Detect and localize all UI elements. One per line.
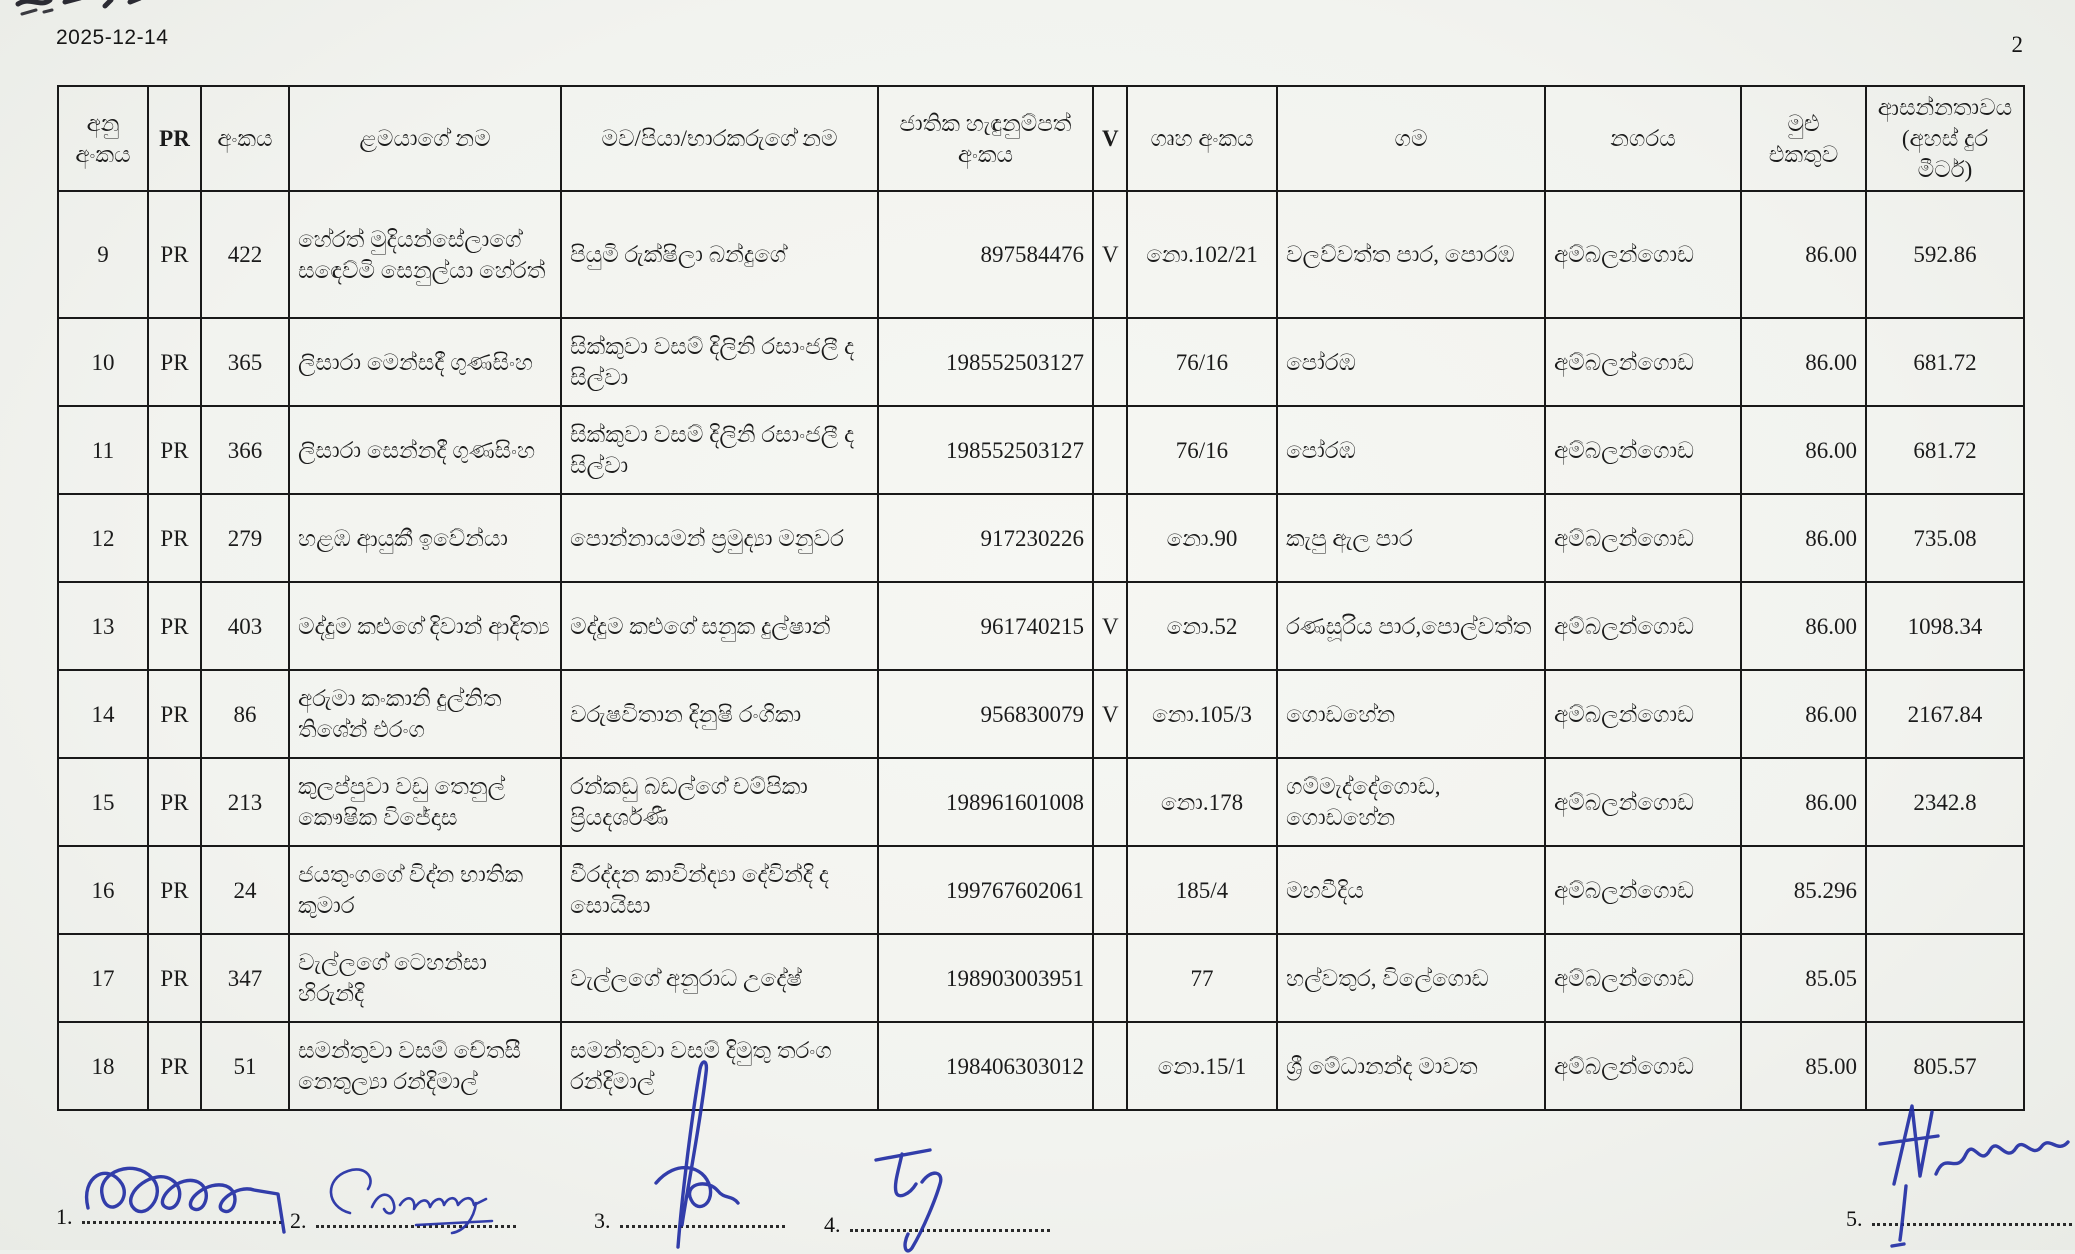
children-register-table xyxy=(57,85,2025,1111)
cell-v xyxy=(1093,758,1127,846)
cell-pr: PR xyxy=(148,846,201,934)
cell-house: නො.15/1 xyxy=(1127,1022,1277,1110)
cell-number: 403 xyxy=(201,582,289,670)
cell-serial: 9 xyxy=(58,191,148,318)
scan-artifact-mark xyxy=(10,0,160,28)
cell-total: 86.00 xyxy=(1741,191,1866,318)
cell-number: 365 xyxy=(201,318,289,406)
cell-village: කැපු ඇල පාර xyxy=(1277,494,1545,582)
cell-guardian: වැල්ලගේ අනුරාධ උදේෂ් xyxy=(561,934,878,1022)
col-header-town: නගරය xyxy=(1545,86,1741,191)
cell-pr: PR xyxy=(148,934,201,1022)
cell-child: හළඹ ආයුකී ඉවේන්යා xyxy=(289,494,561,582)
cell-total: 86.00 xyxy=(1741,494,1866,582)
cell-distance: 1098.34 xyxy=(1866,582,2024,670)
signature-label-4: 4. xyxy=(824,1212,841,1237)
cell-number: 366 xyxy=(201,406,289,494)
cell-guardian: සමන්තුවා වසම් දිමුතු තරංග රන්දිමාල් xyxy=(561,1022,878,1110)
cell-town: අම්බලන්ගොඩ xyxy=(1545,318,1741,406)
cell-pr: PR xyxy=(148,670,201,758)
cell-v xyxy=(1093,318,1127,406)
cell-village: ශ්‍රී මේධානන්ද මාවත xyxy=(1277,1022,1545,1110)
cell-distance xyxy=(1866,846,2024,934)
table-row-9 xyxy=(58,191,2024,318)
cell-town: අම්බලන්ගොඩ xyxy=(1545,758,1741,846)
cell-total: 85.00 xyxy=(1741,1022,1866,1110)
cell-house: නො.178 xyxy=(1127,758,1277,846)
table-header-row xyxy=(58,86,2024,191)
cell-total: 85.05 xyxy=(1741,934,1866,1022)
cell-house: 76/16 xyxy=(1127,406,1277,494)
cell-number: 422 xyxy=(201,191,289,318)
cell-pr: PR xyxy=(148,758,201,846)
cell-pr: PR xyxy=(148,494,201,582)
cell-distance: 805.57 xyxy=(1866,1022,2024,1110)
cell-v xyxy=(1093,406,1127,494)
cell-serial: 13 xyxy=(58,582,148,670)
cell-nic: 198406303012 xyxy=(878,1022,1093,1110)
cell-nic: 198903003951 xyxy=(878,934,1093,1022)
cell-guardian: පියුමි රුක්ෂිලා බන්දුගේ xyxy=(561,191,878,318)
cell-guardian: සික්කුවා වසම් දිලිනි රසාංජලී ද සිල්වා xyxy=(561,406,878,494)
cell-v xyxy=(1093,934,1127,1022)
table-body xyxy=(58,191,2024,1110)
cell-total: 86.00 xyxy=(1741,406,1866,494)
col-header-serial: අනු අංකය xyxy=(58,86,148,191)
cell-house: 76/16 xyxy=(1127,318,1277,406)
signature-block-1 xyxy=(56,1112,282,1232)
signature-block-2 xyxy=(290,1136,516,1236)
cell-serial: 18 xyxy=(58,1022,148,1110)
cell-distance: 592.86 xyxy=(1866,191,2024,318)
col-header-child: ළමයාගේ නම xyxy=(289,86,561,191)
cell-number: 279 xyxy=(201,494,289,582)
cell-total: 86.00 xyxy=(1741,758,1866,846)
cell-pr: PR xyxy=(148,191,201,318)
cell-distance: 681.72 xyxy=(1866,406,2024,494)
document-date: 2025-12-14 xyxy=(56,26,169,49)
cell-nic: 198552503127 xyxy=(878,406,1093,494)
cell-child: ජයතුංගගේ විද්න භාතික කුමාර xyxy=(289,846,561,934)
cell-nic: 897584476 xyxy=(878,191,1093,318)
signature-3-ink xyxy=(620,1055,780,1250)
cell-child: ලිසාරා මෙන්සදී ගුණසිංහ xyxy=(289,318,561,406)
col-header-number: අංකය xyxy=(201,86,289,191)
cell-house: නො.105/3 xyxy=(1127,670,1277,758)
signature-label-1: 1. xyxy=(56,1204,73,1229)
cell-pr: PR xyxy=(148,318,201,406)
cell-number: 86 xyxy=(201,670,289,758)
cell-guardian: මද්දුම කළුගේ සනුක දුල්ෂාන් xyxy=(561,582,878,670)
cell-guardian: පොන්නායමන් ප්‍රමුද්‍යා මනුවර xyxy=(561,494,878,582)
page-number: 2 xyxy=(2011,32,2023,57)
cell-guardian: සික්කුවා වසම් දිලිනි රසාංජලී ද සිල්වා xyxy=(561,318,878,406)
signature-label-2: 2. xyxy=(290,1208,307,1233)
cell-village: ගොඩහේන xyxy=(1277,670,1545,758)
signature-block-4 xyxy=(824,1130,1050,1240)
cell-child: හේරත් මුදියන්සේලාගේ සඳෙව්මි සෙනුල්යා හේරත් xyxy=(289,191,561,318)
cell-house: නො.102/21 xyxy=(1127,191,1277,318)
table-row-11 xyxy=(58,406,2024,494)
col-header-total: මුළු එකතුව xyxy=(1741,86,1866,191)
col-header-village: ගම xyxy=(1277,86,1545,191)
cell-house: 185/4 xyxy=(1127,846,1277,934)
cell-child: මද්දුම කළුගේ දිවාන් ආදිත්‍ය xyxy=(289,582,561,670)
cell-nic: 198552503127 xyxy=(878,318,1093,406)
cell-number: 213 xyxy=(201,758,289,846)
cell-v: V xyxy=(1093,582,1127,670)
cell-town: අම්බලන්ගොඩ xyxy=(1545,191,1741,318)
cell-guardian: වීරද්දන කාවින්ද්‍යා දේවින්දි ද සොයිසා xyxy=(561,846,878,934)
cell-nic: 917230226 xyxy=(878,494,1093,582)
cell-village: හල්වතුර, විලේගොඩ xyxy=(1277,934,1545,1022)
cell-child: ලිසාරා සෙන්නදී ගුණසිංහ xyxy=(289,406,561,494)
table-row-10 xyxy=(58,318,2024,406)
cell-house: නො.52 xyxy=(1127,582,1277,670)
cell-village: මහවීදිය xyxy=(1277,846,1545,934)
cell-village: රණසූරිය පාර,පොල්වත්ත xyxy=(1277,582,1545,670)
cell-total: 85.296 xyxy=(1741,846,1866,934)
cell-number: 24 xyxy=(201,846,289,934)
col-header-guardian: මව/පියා/භාරකරුගේ නම xyxy=(561,86,878,191)
cell-town: අම්බලන්ගොඩ xyxy=(1545,494,1741,582)
cell-serial: 14 xyxy=(58,670,148,758)
cell-pr: PR xyxy=(148,582,201,670)
cell-distance: 735.08 xyxy=(1866,494,2024,582)
signature-block-5 xyxy=(1846,1094,2072,1234)
signature-label-3: 3. xyxy=(594,1208,611,1233)
table-row-16 xyxy=(58,846,2024,934)
cell-village: වලව්වත්ත පාර, පොරඹ xyxy=(1277,191,1545,318)
cell-v xyxy=(1093,494,1127,582)
cell-village: පෝරඹ xyxy=(1277,406,1545,494)
col-header-v: V xyxy=(1093,86,1127,191)
cell-total: 86.00 xyxy=(1741,318,1866,406)
cell-guardian: වරුෂවිතාන දිනුෂි රංගිකා xyxy=(561,670,878,758)
cell-town: අම්බලන්ගොඩ xyxy=(1545,670,1741,758)
cell-child: අරුමා කංකානි දුල්නිත තිශේන් එරංග xyxy=(289,670,561,758)
cell-pr: PR xyxy=(148,1022,201,1110)
signature-4-ink xyxy=(850,1124,1040,1254)
cell-v xyxy=(1093,846,1127,934)
cell-child: කුලප්පුවා වඩු තෙනුල් කෞෂික විජේදාස xyxy=(289,758,561,846)
cell-number: 51 xyxy=(201,1022,289,1110)
cell-nic: 961740215 xyxy=(878,582,1093,670)
cell-serial: 11 xyxy=(58,406,148,494)
table-row-13 xyxy=(58,582,2024,670)
col-header-pr: PR xyxy=(148,86,201,191)
col-header-nic: ජාතික හැඳුනුම්පත් අංකය xyxy=(878,86,1093,191)
col-header-house: ගෘහ අංකය xyxy=(1127,86,1277,191)
signature-2-ink xyxy=(316,1155,521,1250)
cell-serial: 10 xyxy=(58,318,148,406)
cell-serial: 12 xyxy=(58,494,148,582)
cell-v: V xyxy=(1093,670,1127,758)
cell-serial: 16 xyxy=(58,846,148,934)
cell-v xyxy=(1093,1022,1127,1110)
cell-serial: 17 xyxy=(58,934,148,1022)
table-row-12 xyxy=(58,494,2024,582)
cell-village: පෝරඹ xyxy=(1277,318,1545,406)
cell-distance: 2342.8 xyxy=(1866,758,2024,846)
cell-child: සමන්තුවා වසම් චේතසී නෙතුල්‍යා රන්දිමාල් xyxy=(289,1022,561,1110)
cell-number: 347 xyxy=(201,934,289,1022)
cell-distance: 2167.84 xyxy=(1866,670,2024,758)
cell-serial: 15 xyxy=(58,758,148,846)
signature-5-ink xyxy=(1872,1088,2075,1248)
cell-nic: 198961601008 xyxy=(878,758,1093,846)
signature-1-ink xyxy=(82,1136,292,1246)
cell-total: 86.00 xyxy=(1741,582,1866,670)
cell-distance xyxy=(1866,934,2024,1022)
table-row-18 xyxy=(58,1022,2024,1110)
table-row-15 xyxy=(58,758,2024,846)
cell-town: අම්බලන්ගොඩ xyxy=(1545,846,1741,934)
cell-distance: 681.72 xyxy=(1866,318,2024,406)
cell-guardian: රන්කඩු බඩල්ගේ චම්පිකා ප්‍රියදර්ශණී xyxy=(561,758,878,846)
table-row-14 xyxy=(58,670,2024,758)
cell-pr: PR xyxy=(148,406,201,494)
cell-house: නො.90 xyxy=(1127,494,1277,582)
cell-nic: 956830079 xyxy=(878,670,1093,758)
signature-label-5: 5. xyxy=(1846,1206,1863,1231)
cell-nic: 199767602061 xyxy=(878,846,1093,934)
col-header-distance: ආසන්නතාවය (අහස් දුර මීටර්) xyxy=(1866,86,2024,191)
cell-total: 86.00 xyxy=(1741,670,1866,758)
cell-child: වැල්ලගේ ටෙහන්සා හිරුන්දි xyxy=(289,934,561,1022)
cell-town: අම්බලන්ගොඩ xyxy=(1545,406,1741,494)
cell-v: V xyxy=(1093,191,1127,318)
signature-block-3 xyxy=(594,1036,785,1236)
cell-town: අම්බලන්ගොඩ xyxy=(1545,582,1741,670)
cell-house: 77 xyxy=(1127,934,1277,1022)
cell-town: අම්බලන්ගොඩ xyxy=(1545,934,1741,1022)
cell-town: අම්බලන්ගොඩ xyxy=(1545,1022,1741,1110)
cell-village: ගම්මැද්දේගොඩ, ගොඩහේන xyxy=(1277,758,1545,846)
table-row-17 xyxy=(58,934,2024,1022)
